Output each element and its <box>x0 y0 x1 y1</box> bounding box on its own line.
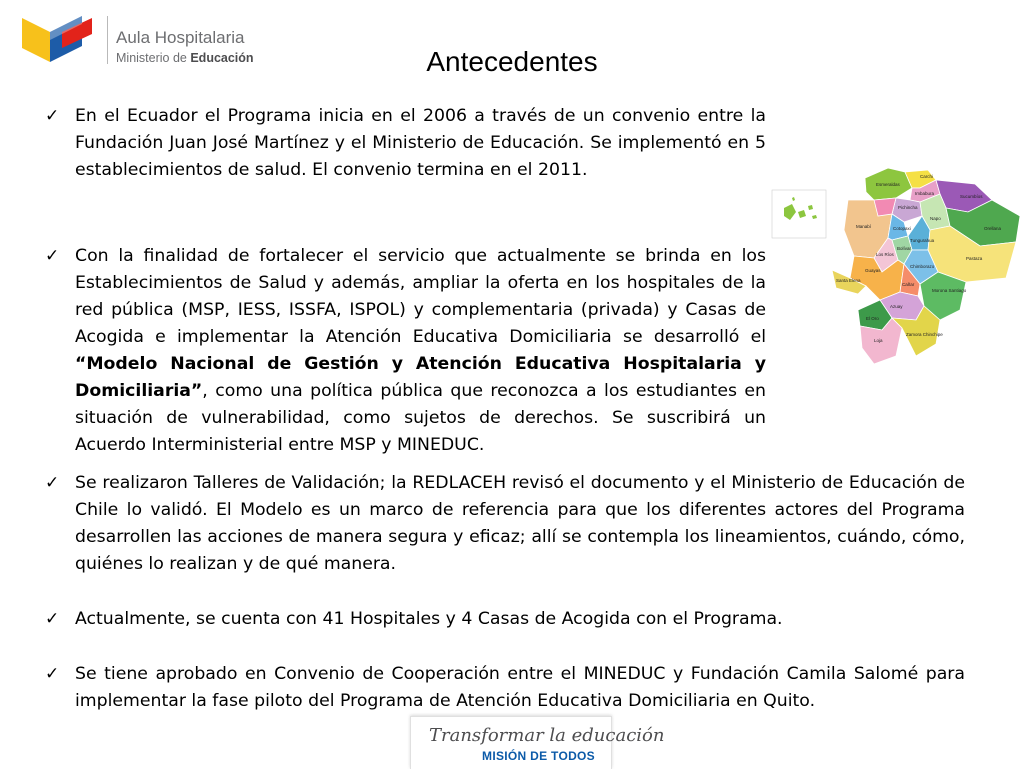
footer-tagline: MISIÓN DE TODOS <box>482 749 595 763</box>
bullet-text: En el Ecuador el Programa inicia en el 2006 a través de un convenio entre la Fundación Juan José Martínez y el Ministerio de Educación. Se implementó en 5 establecimientos de salud. El convenio termina en el 2011. <box>75 106 766 180</box>
bullet-bold-text: “Modelo Nacional de Gestión y Atención Educativa Hospitalaria y Domiciliaria” <box>75 354 766 401</box>
svg-text:Esmeraldas: Esmeraldas <box>876 182 900 187</box>
svg-text:Napo: Napo <box>930 216 941 221</box>
galapagos-islands <box>772 190 826 238</box>
ecuador-provinces-map <box>770 160 1022 375</box>
svg-text:Los Ríos: Los Ríos <box>876 252 894 257</box>
svg-text:El Oro: El Oro <box>866 316 879 321</box>
bullet-item <box>45 606 965 633</box>
svg-text:Loja: Loja <box>874 338 883 343</box>
svg-text:Carchi: Carchi <box>920 174 934 179</box>
svg-text:Imbabura: Imbabura <box>915 191 935 196</box>
footer-slogan: Transformar la educación <box>429 725 665 746</box>
svg-text:Cañar: Cañar <box>902 282 915 287</box>
svg-text:Azuay: Azuay <box>890 304 903 309</box>
bullet-item <box>45 661 965 715</box>
slide-title: Antecedentes <box>426 46 598 77</box>
svg-text:Sucumbíos: Sucumbíos <box>960 194 983 199</box>
svg-text:Manabí: Manabí <box>856 224 872 229</box>
bullet-item <box>45 103 766 184</box>
bullet-text: Se realizaron Talleres de Validación; la REDLACEH revisó el documento y el Ministerio de Educación de Chile lo validó. El Modelo es un marco de referencia para que los diferentes actores del Programa desarrollen las acciones de manera segura y eficaz; allí se contempla los lineamientos, cuándo, cómo, quiénes lo realizan y de qué manera. <box>75 473 965 574</box>
check-icon: ✓ <box>45 664 60 684</box>
check-icon: ✓ <box>45 106 60 126</box>
bullet-text: Con la finalidad de fortalecer el servicio que actualmente se brinda en los Establecimientos de Salud y además, ampliar la oferta en los hospitales de la red pública (MSP, IESS, ISSFA, ISPOL) y complementaria (privada) y Casas de Acogida e implementar la Atención Educativa Domiciliaria se desarrolló el <box>75 246 766 347</box>
svg-text:Tungurahua: Tungurahua <box>910 238 935 243</box>
bullet-item <box>45 470 965 578</box>
logo-title: Aula Hospitalaria <box>116 28 245 47</box>
footer-slogan-badge <box>410 716 665 769</box>
check-icon: ✓ <box>45 473 60 493</box>
svg-text:Pastaza: Pastaza <box>966 256 983 261</box>
svg-text:Orellana: Orellana <box>984 226 1002 231</box>
logo-subtitle-prefix: Ministerio de <box>116 51 191 65</box>
svg-text:Santa Elena: Santa Elena <box>836 278 861 283</box>
bullet-text: Actualmente, se cuenta con 41 Hospitales y 4 Casas de Acogida con el Programa. <box>75 609 783 629</box>
svg-text:Cotopaxi: Cotopaxi <box>893 226 911 231</box>
logo-subtitle-bold: Educación <box>190 51 254 65</box>
check-icon: ✓ <box>45 246 60 266</box>
svg-text:Chimborazo: Chimborazo <box>910 264 935 269</box>
bullet-text-continued: , como una política pública que reconozca a los estudiantes en situación de vulnerabilidad, como sujetos de derechos. Se suscribirá un Acuerdo Interministerial entre MSP y MINEDUC. <box>75 381 766 455</box>
svg-text:Morona Santiago: Morona Santiago <box>932 288 967 293</box>
bullet-text: Se tiene aprobado en Convenio de Cooperación entre el MINEDUC y Fundación Camila Salomé para implementar la fase piloto del Programa de Atención Educativa Domiciliaria en Quito. <box>75 664 965 711</box>
svg-text:Guayas: Guayas <box>865 268 881 273</box>
svg-text:Zamora Chinchipe: Zamora Chinchipe <box>906 332 943 337</box>
check-icon: ✓ <box>45 609 60 629</box>
bullet-item <box>45 243 766 459</box>
svg-text:Pichincha: Pichincha <box>898 205 918 210</box>
svg-text:Bolívar: Bolívar <box>897 246 912 251</box>
